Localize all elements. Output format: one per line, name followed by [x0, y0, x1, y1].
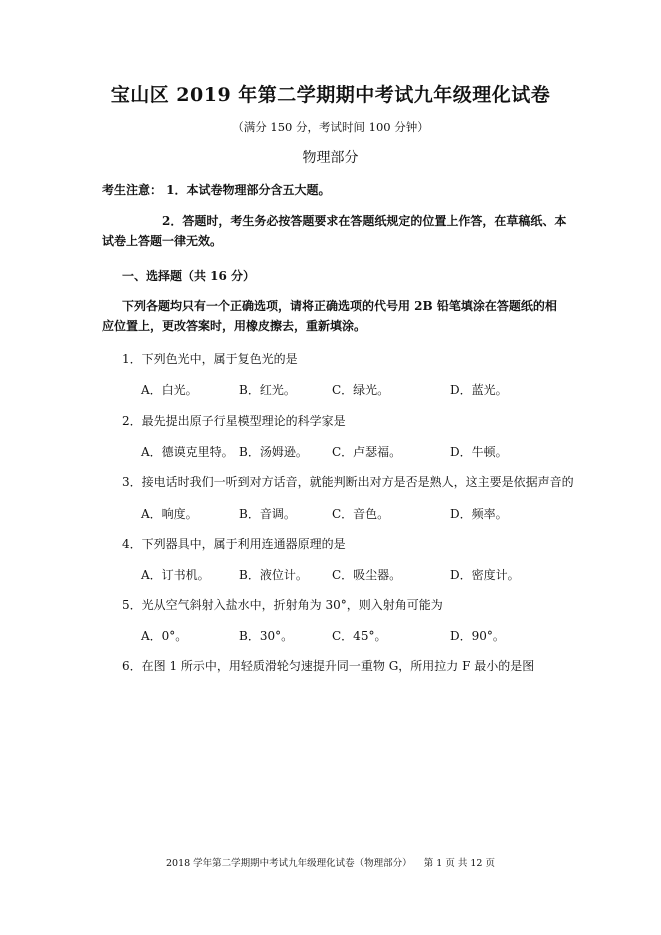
question-6-stem: 6．在图 1 所示中，用轻质滑轮匀速提升同一重物 G，所用拉力 F 最小的是图 — [122, 659, 535, 673]
question-4-option-b: B．液位计。 — [239, 568, 308, 582]
question-5-option-a: A．0°。 — [141, 629, 188, 643]
exam-title: 宝山区 2019 年第二学期期中考试九年级理化试卷 — [110, 84, 551, 106]
notice-line-1: 考生注意： 1．本试卷物理部分含五大题。 — [102, 183, 331, 197]
question-4-option-a: A．订书机。 — [141, 568, 210, 582]
question-4-option-c: C．吸尘器。 — [332, 568, 402, 582]
question-3-option-c: C．音色。 — [332, 507, 390, 521]
question-4-stem: 4．下列器具中，属于利用连通器原理的是 — [122, 537, 346, 551]
question-4-option-d: D．密度计。 — [450, 568, 520, 582]
question-3-option-a: A．响度。 — [141, 507, 198, 521]
question-2-stem: 2．最先提出原子行星模型理论的科学家是 — [122, 414, 346, 428]
exam-subtitle: （满分 150 分，考试时间 100 分钟） — [232, 120, 429, 134]
notice-line-2: 2．答题时，考生务必按答题要求在答题纸规定的位置上作答，在草稿纸、本试卷上答题一律无效。 — [102, 214, 567, 248]
question-1-stem: 1．下列色光中，属于复色光的是 — [122, 352, 298, 366]
question-5-option-d: D．90°。 — [450, 629, 505, 643]
question-1-option-c: C．绿光。 — [332, 383, 390, 397]
question-2-option-b: B．汤姆逊。 — [239, 445, 308, 459]
page-footer: 2018 学年第二学期期中考试九年级理化试卷（物理部分） 第 1 页 共 12 页 — [165, 858, 495, 869]
question-2-option-d: D．牛顿。 — [450, 445, 508, 459]
part-title: 一、选择题（共 16 分） — [122, 269, 256, 283]
question-3-option-b: B．音调。 — [239, 507, 296, 521]
section-title: 物理部分 — [302, 150, 359, 166]
question-1-option-d: D．蓝光。 — [450, 383, 508, 397]
question-3-stem: 3．接电话时我们一听到对方话音，就能判断出对方是否是熟人，这主要是依据声音的 — [122, 475, 574, 489]
part-instruction: 下列各题均只有一个正确选项，请将正确选项的代号用 2B 铅笔填涂在答题纸的相应位置上，更改答案时，用橡皮擦去，重新填涂。 — [102, 299, 557, 333]
question-5-option-c: C．45°。 — [332, 629, 387, 643]
question-5-option-b: B．30°。 — [239, 629, 294, 643]
question-1-option-a: A．白光。 — [141, 383, 198, 397]
question-2-option-a: A．德谟克里特。 — [141, 445, 234, 459]
question-5-stem: 5．光从空气斜射入盐水中，折射角为 30°，则入射角可能为 — [122, 598, 443, 612]
question-2-option-c: C．卢瑟福。 — [332, 445, 402, 459]
question-3-option-d: D．频率。 — [450, 507, 508, 521]
question-1-option-b: B．红光。 — [239, 383, 296, 397]
